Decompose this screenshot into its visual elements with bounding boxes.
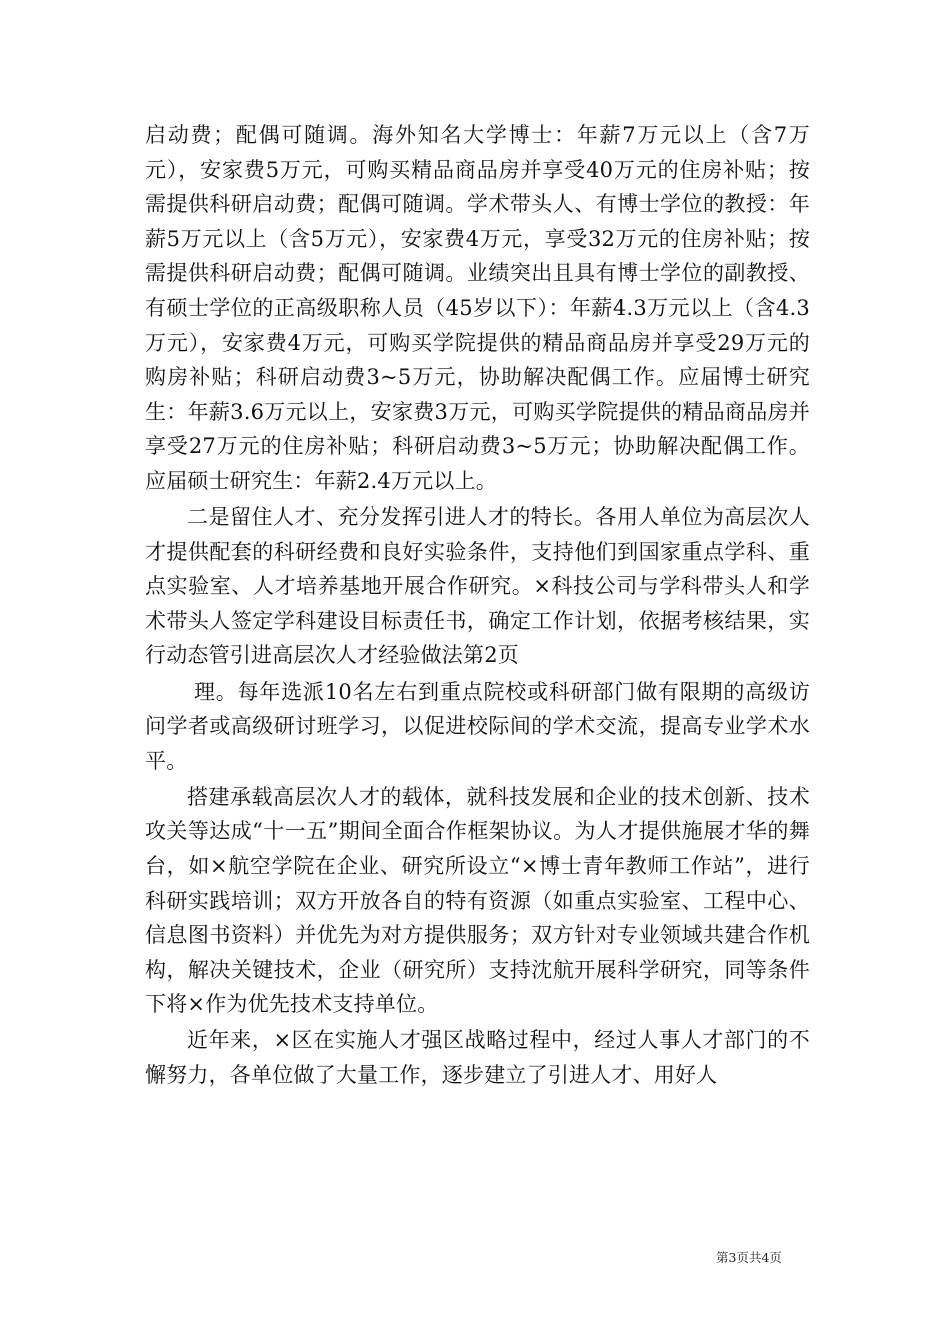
- paragraph-retain-talent: 二是留住人才、充分发挥引进人才的特长。各用人单位为高层次人才提供配套的科研经费和良好实验条件，支持他们到国家重点学科、重点实验室、人才培养基地开展合作研究。×科技公司与学科带头人和学术带头人签定学科建设目标责任书，确定工作计划，依据考核结果，实行动态管引进高层次人才经验做法第2页: [145, 505, 810, 668]
- paragraph-recent-years: 近年来，×区在实施人才强区战略过程中，经过人事人才部门的不懈努力，各单位做了大量工作，逐步建立了引进人才、用好人: [145, 1028, 810, 1088]
- document-body: [145, 118, 810, 1094]
- paragraph-talent-platform: 搭建承载高层次人才的载体，就科技发展和企业的技术创新、技术攻关等达成“十一五”期间全面合作框架协议。为人才提供施展才华的舞台，如×航空学院在企业、研究所设立“×博士青年教师工作站”，进行科研实践培训；双方开放各自的特有资源（如重点实验室、工程中心、信息图书资料）并优先为对方提供服务；双方针对专业领域共建合作机构，解决关键技术，企业（研究所）支持沈航开展科学研究，同等条件下将×作为优先技术支持单位。: [145, 784, 810, 1017]
- paragraph-visiting-scholars: 理。每年选派10名左右到重点院校或科研部门做有限期的高级访问学者或高级研讨班学习，以促进校际间的学术交流，提高专业学术水平。: [145, 679, 810, 773]
- page-number-footer: 第3页共4页: [716, 1250, 782, 1265]
- paragraph-salary-terms: 启动费；配偶可随调。海外知名大学博士：年薪7万元以上（含7万元），安家费5万元，可购买精品商品房并享受40万元的住房补贴；按需提供科研启动费；配偶可随调。学术带头人、有博士学位的教授：年薪5万元以上（含5万元），安家费4万元，享受32万元的住房补贴；按需提供科研启动费；配偶可随调。业绩突出且具有博士学位的副教授、有硕士学位的正高级职称人员（45岁以下）：年薪4.3万元以上（含4.3万元），安家费4万元，可购买学院提供的精品商品房并享受29万元的购房补贴；科研启动费3~5万元，协助解决配偶工作。应届博士研究生：年薪3.6万元以上，安家费3万元，可购买学院提供的精品商品房并享受27万元的住房补贴；科研启动费3~5万元；协助解决配偶工作。应届硕士研究生：年薪2.4万元以上。: [145, 123, 810, 493]
